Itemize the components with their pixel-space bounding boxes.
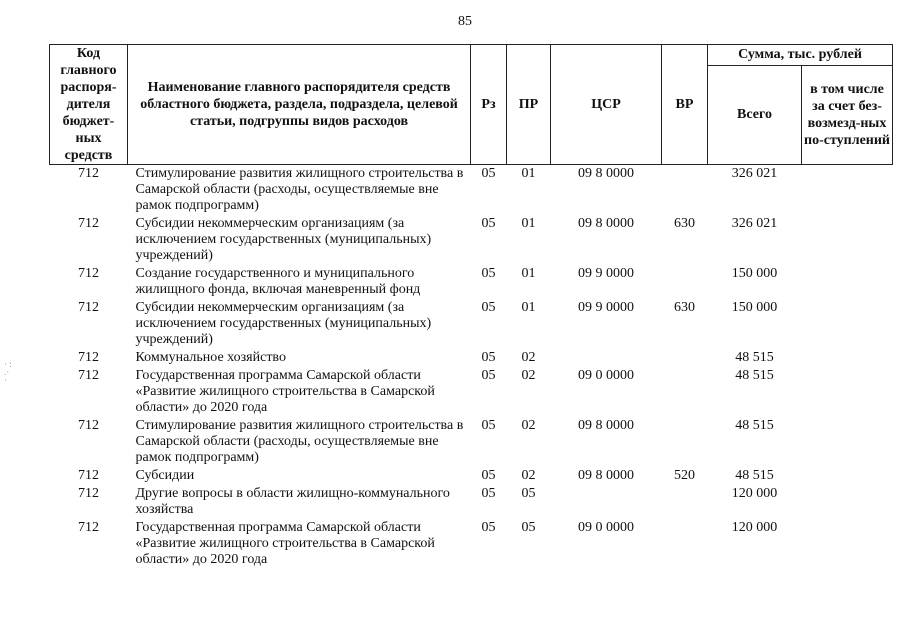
- row-code: 712: [78, 266, 99, 281]
- row-csr: 09 0 0000: [578, 368, 634, 383]
- row-name: Коммунальное хозяйство: [135, 350, 286, 365]
- row-vr: 520: [674, 468, 695, 483]
- row-csr: 09 8 0000: [578, 468, 634, 483]
- header-rz: Рз: [471, 45, 507, 165]
- table-row: [50, 299, 893, 349]
- row-pr: 02: [521, 418, 536, 433]
- row-code: 712: [78, 368, 99, 383]
- row-rz: 05: [481, 216, 496, 231]
- scan-specks: · : .· ·: [4, 359, 12, 385]
- table-row: [50, 417, 893, 467]
- row-pr: 01: [521, 216, 536, 231]
- header-vr: ВР: [662, 45, 708, 165]
- row-total: 48 515: [735, 418, 774, 433]
- row-rz: 05: [481, 468, 496, 483]
- table-row: [50, 215, 893, 265]
- row-pr: 05: [521, 520, 536, 535]
- header-incl: в том числе за счет без-возмезд-ных по-ступлений: [802, 66, 893, 165]
- row-csr: 09 8 0000: [578, 418, 634, 433]
- header-code: Код главного распоря-дителя бюджет-ных средств: [50, 45, 128, 165]
- row-pr: 02: [521, 468, 536, 483]
- table-row: [50, 265, 893, 299]
- table-row: [50, 165, 893, 216]
- row-incl: [802, 367, 893, 417]
- row-code: 712: [78, 520, 99, 535]
- row-rz: 05: [481, 418, 496, 433]
- row-vr: [662, 485, 708, 519]
- row-name: Государственная программа Самарской области «Развитие жилищного строительства в Самарской области» до 2020 года: [135, 520, 435, 567]
- row-incl: [802, 417, 893, 467]
- row-code: 712: [78, 166, 99, 181]
- row-vr: 630: [674, 300, 695, 315]
- row-code: 712: [78, 300, 99, 315]
- row-rz: 05: [481, 486, 496, 501]
- row-total: 48 515: [735, 468, 774, 483]
- row-csr: [551, 349, 662, 367]
- row-csr: 09 9 0000: [578, 300, 634, 315]
- row-name: Другие вопросы в области жилищно-коммунального хозяйства: [135, 486, 450, 517]
- table-row: [50, 349, 893, 367]
- row-name: Субсидии некоммерческим организациям (за исключением государственных (муниципальных) учреждений): [135, 300, 432, 347]
- header-total: Всего: [708, 66, 802, 165]
- row-total: 48 515: [735, 350, 774, 365]
- row-csr: 09 8 0000: [578, 166, 634, 181]
- row-csr: 09 0 0000: [578, 520, 634, 535]
- row-code: 712: [78, 418, 99, 433]
- row-vr: [662, 349, 708, 367]
- header-csr: ЦСР: [551, 45, 662, 165]
- row-pr: 01: [521, 266, 536, 281]
- table-row: [50, 519, 893, 569]
- row-incl: [802, 265, 893, 299]
- row-pr: 01: [521, 300, 536, 315]
- row-total: 48 515: [735, 368, 774, 383]
- row-name: Государственная программа Самарской области «Развитие жилищного строительства в Самарской области» до 2020 года: [135, 368, 435, 415]
- row-rz: 05: [481, 350, 496, 365]
- header-sum-group: Сумма, тыс. рублей: [708, 45, 893, 66]
- row-total: 150 000: [731, 300, 778, 315]
- row-incl: [802, 215, 893, 265]
- row-total: 150 000: [731, 266, 778, 281]
- page-number: 85: [458, 14, 472, 29]
- row-incl: [802, 485, 893, 519]
- row-vr: [662, 417, 708, 467]
- budget-table: [49, 44, 893, 569]
- row-rz: 05: [481, 300, 496, 315]
- row-incl: [802, 349, 893, 367]
- row-incl: [802, 299, 893, 349]
- table-row: [50, 367, 893, 417]
- row-name: Стимулирование развития жилищного строительства в Самарской области (расходы, осуществляемые вне рамок подпрограмм): [135, 166, 464, 213]
- row-csr: 09 9 0000: [578, 266, 634, 281]
- row-pr: 01: [521, 166, 536, 181]
- row-rz: 05: [481, 368, 496, 383]
- row-vr: [662, 265, 708, 299]
- header-name: Наименование главного распорядителя средств областного бюджета, раздела, подраздела, целевой статьи, подгруппы видов расходов: [128, 45, 471, 165]
- row-pr: 05: [521, 486, 536, 501]
- row-incl: [802, 165, 893, 216]
- row-code: 712: [78, 468, 99, 483]
- table-row: [50, 467, 893, 485]
- row-name: Субсидии: [135, 468, 195, 483]
- row-total: 120 000: [731, 520, 778, 535]
- row-csr: [551, 485, 662, 519]
- row-name: Стимулирование развития жилищного строительства в Самарской области (расходы, осуществляемые вне рамок подпрограмм): [135, 418, 464, 465]
- row-csr: 09 8 0000: [578, 216, 634, 231]
- row-vr: [662, 367, 708, 417]
- row-rz: 05: [481, 166, 496, 181]
- row-total: 326 021: [731, 216, 778, 231]
- row-pr: 02: [521, 350, 536, 365]
- header-pr: ПР: [507, 45, 551, 165]
- row-pr: 02: [521, 368, 536, 383]
- row-incl: [802, 519, 893, 569]
- row-code: 712: [78, 486, 99, 501]
- row-total: 120 000: [731, 486, 778, 501]
- row-code: 712: [78, 350, 99, 365]
- row-vr: [662, 165, 708, 216]
- row-name: Создание государственного и муниципального жилищного фонда, включая маневренный фонд: [135, 266, 421, 297]
- row-incl: [802, 467, 893, 485]
- table-row: [50, 485, 893, 519]
- row-total: 326 021: [731, 166, 778, 181]
- row-rz: 05: [481, 266, 496, 281]
- row-name: Субсидии некоммерческим организациям (за исключением государственных (муниципальных) учреждений): [135, 216, 432, 263]
- row-vr: [662, 519, 708, 569]
- row-vr: 630: [674, 216, 695, 231]
- row-rz: 05: [481, 520, 496, 535]
- row-code: 712: [78, 216, 99, 231]
